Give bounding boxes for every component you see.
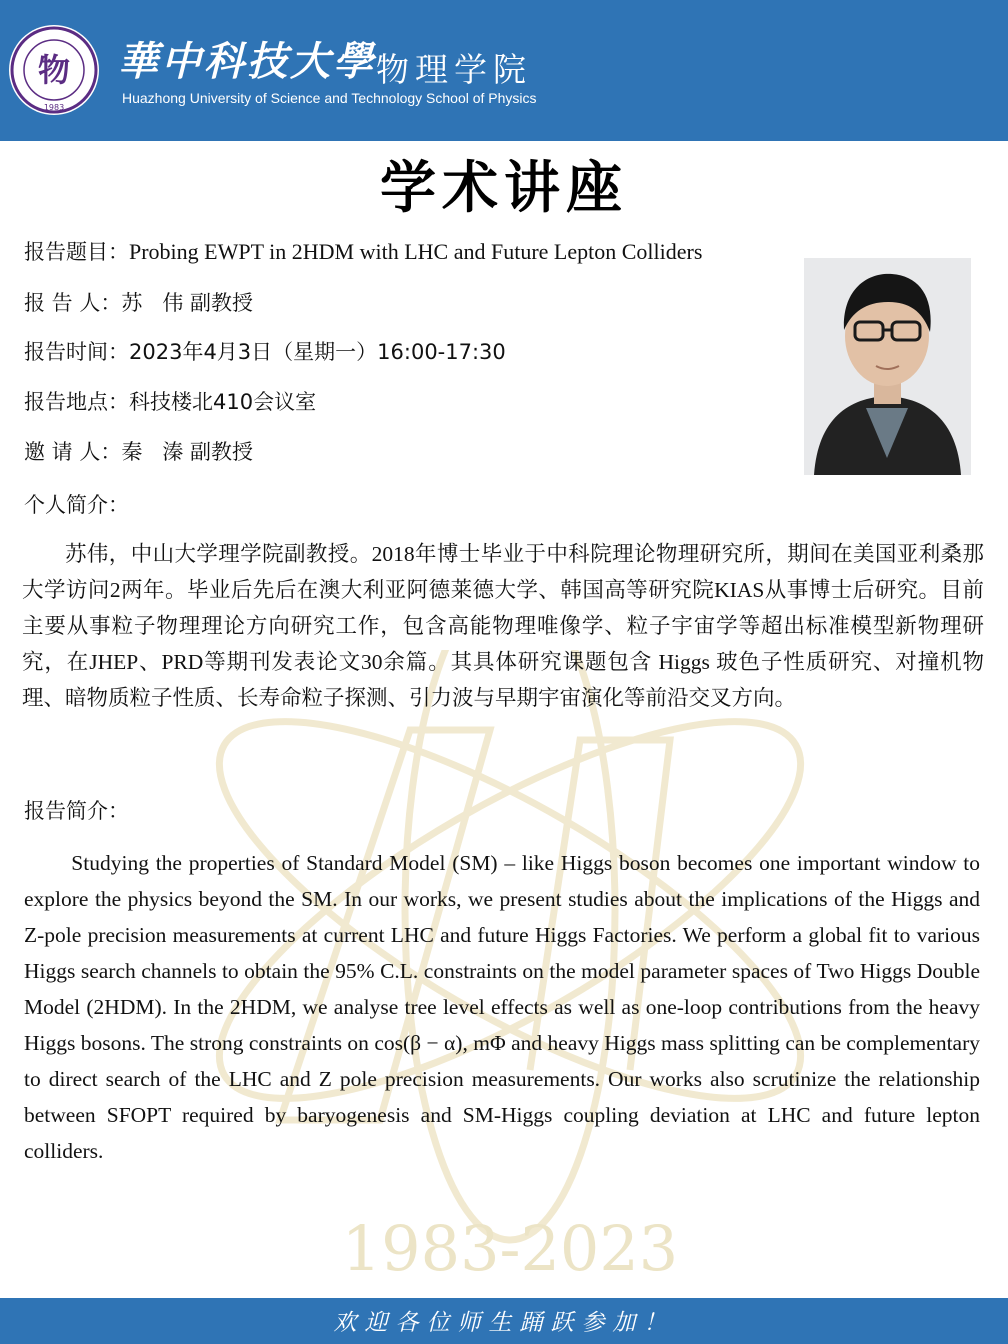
host-line (24, 436, 253, 466)
speaker-label: 报 告 人： (24, 291, 122, 315)
location-line (24, 386, 316, 416)
time-value: 2023年4月3日（星期一）16:00-17:30 (129, 340, 506, 364)
speaker-photo (804, 258, 971, 475)
logo-year: 1983 (43, 103, 65, 112)
abstract-label: 报告简介： (24, 799, 129, 823)
location-value: 科技楼北410会议室 (129, 390, 317, 414)
footer-text: 欢迎各位师生踊跃参加！ (333, 1310, 675, 1336)
topic-label: 报告题目： (24, 240, 129, 264)
page-title: 学术讲座 (380, 156, 628, 221)
abstract-text: Studying the properties of Standard Model (SM) – like Higgs boson becomes one important window to explore the physics beyond the SM. In our works, we present studies about the implications of the Higgs and Z-pole precision measurements at current LHC and future Higgs Factories. We perform a global fit to various Higgs search channels to obtain the 95% C.L. constraints on the model parameter spaces of Two Higgs Double Model (2HDM). In the 2HDM, we analyse tree level effects as well as one-loop contributions from the heavy Higgs bosons. The strong constraints on cos(β − α), mΦ and heavy Higgs mass splitting can be complementary to direct search of the LHC and Z pole precision measurements. Our works also scrutinize the relationship between SFOPT required by baryogenesis and SM-Higgs coupling deviation at LHC and future lepton colliders. (24, 851, 980, 1163)
university-name-en: Huazhong University of Science and Technology School of Physics (122, 90, 537, 106)
topic-value: Probing EWPT in 2HDM with LHC and Future Lepton Colliders (129, 239, 703, 264)
host-value: 秦 溱 副教授 (121, 440, 254, 464)
watermark-years: 1983-2023 (341, 1212, 679, 1285)
host-label: 邀 请 人： (24, 440, 122, 464)
topic-line (24, 236, 702, 266)
speaker-line (24, 287, 253, 317)
header-bar (0, 0, 1008, 141)
university-logo (8, 24, 100, 116)
logo-center-char: 物 (37, 51, 71, 89)
speaker-value: 苏 伟 副教授 (121, 291, 254, 315)
bio-text: 苏伟，中山大学理学院副教授。2018年博士毕业于中科院理论物理研究所，期间在美国亚利桑那大学访问2两年。毕业后先后在澳大利亚阿德莱德大学、韩国高等研究院KIAS从事博士后研究。目前主要从事粒子物理理论方向研究工作，包含高能物理唯像学、粒子宇宙学等超出标准模型新物理研究，在JHEP、PRD等期刊发表论文30余篇。其具体研究课题包含 Higgs 玻色子性质研究、对撞机物理、暗物质粒子性质、长寿命粒子探测、引力波与早期宇宙演化等前沿交叉方向。 (22, 542, 984, 710)
university-name-cn: 華中科技大學 (118, 38, 376, 85)
bio-label: 个人简介： (24, 493, 129, 517)
footer-bar (0, 1298, 1008, 1344)
location-label: 报告地点： (24, 390, 129, 414)
school-name-cn: 物理学院 (376, 50, 532, 89)
time-label: 报告时间： (24, 340, 129, 364)
time-line (24, 336, 506, 366)
